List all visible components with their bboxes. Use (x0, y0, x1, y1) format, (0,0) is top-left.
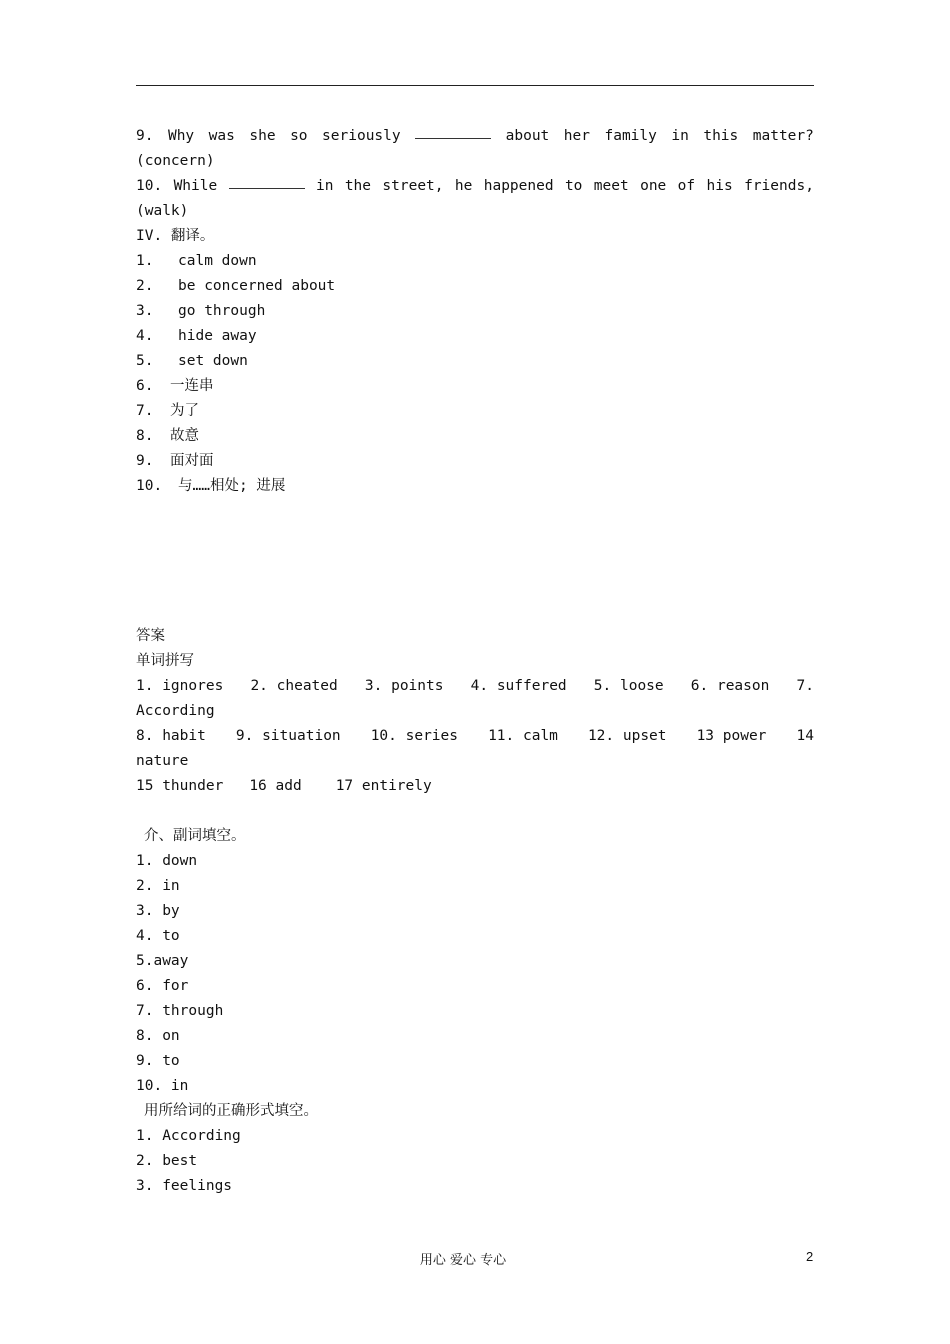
form-heading: 用所给词的正确形式填空。 (144, 1103, 318, 1119)
q9-word: in (671, 128, 689, 144)
translate-item (136, 249, 814, 274)
answer-item: 6. reason (690, 678, 770, 694)
spelling-row-2 (136, 724, 814, 749)
spacer (136, 499, 814, 624)
translate-item (136, 274, 814, 299)
item-text: 与……相处; 进展 (178, 478, 286, 494)
item-text: calm down (178, 253, 257, 269)
q9-hint: (concern) (136, 153, 215, 169)
item-text: 为了 (170, 403, 199, 419)
answer-item: 2. cheated (250, 678, 338, 694)
form-list (136, 1124, 814, 1199)
translate-item (136, 399, 814, 424)
page-number: 2 (806, 1249, 814, 1264)
prep-answer-item: 2. in (136, 878, 180, 894)
spacer (136, 799, 814, 824)
form-answer-item: 2. best (136, 1153, 198, 1169)
q10-word: to (564, 178, 583, 194)
spelling-row-3 (136, 774, 814, 799)
q9-word: seriously (322, 128, 401, 144)
prep-answer-item: 4. to (136, 928, 180, 944)
answer-item: 14 (796, 728, 814, 744)
item-number: 6. (136, 378, 154, 394)
answer-item: 11. calm (488, 728, 558, 744)
answer-item: 7. (796, 678, 814, 694)
q9-word: Why (167, 128, 195, 144)
q9-word: about (505, 128, 550, 144)
answer-item: According (136, 703, 215, 719)
translate-item (136, 424, 814, 449)
form-answer-item: 1. According (136, 1128, 241, 1144)
item-number: 7. (136, 403, 154, 419)
answer-item: 16 add (249, 778, 302, 794)
translate-item (136, 449, 814, 474)
prep-answer-item: 3. by (136, 903, 180, 919)
header-rule (136, 85, 814, 86)
q10-word: his (706, 178, 733, 194)
q10-word: one (640, 178, 667, 194)
translate-item (136, 324, 814, 349)
item-text: 一连串 (170, 378, 214, 394)
q9-word: matter? (752, 128, 814, 144)
footer-motto: 用心 爱心 专心 (419, 1253, 507, 1268)
item-number: 4. (136, 328, 154, 344)
q9-word: so (290, 128, 308, 144)
item-number: 9. (136, 453, 154, 469)
q9-answer-blank[interactable] (415, 124, 491, 139)
answer-item: 13 power (696, 728, 767, 744)
answers-heading: 答案 (136, 628, 165, 644)
prep-answer-item: 1. down (136, 853, 198, 869)
item-text: set down (178, 353, 248, 369)
answer-item: 15 thunder (136, 778, 224, 794)
q9-word: family (604, 128, 657, 144)
item-text: 故意 (170, 428, 199, 444)
prep-answer-item: 7. through (136, 1003, 224, 1019)
q10-word: friends, (744, 178, 814, 194)
q10-number: 10. (136, 178, 163, 194)
q10-word: While (173, 178, 218, 194)
translate-list (136, 249, 814, 499)
q10-word: the (344, 178, 372, 194)
q9-word: her (563, 128, 590, 144)
prep-answer-item: 5.away (136, 953, 189, 969)
item-number: 3. (136, 303, 154, 319)
prep-answer-item: 9. to (136, 1053, 180, 1069)
item-text: go through (178, 303, 266, 319)
item-number: 1. (136, 253, 154, 269)
q10-word: meet (593, 178, 629, 194)
answer-item: 5. loose (593, 678, 664, 694)
answer-item: 10. series (370, 728, 459, 744)
q10-word: happened (483, 178, 554, 194)
q10-hint: (walk) (136, 203, 189, 219)
q10-word: street, (382, 178, 444, 194)
answer-item: 4. suffered (470, 678, 567, 694)
answer-item: 1. ignores (136, 678, 224, 694)
q10-word: of (677, 178, 696, 194)
q9-word: this (703, 128, 739, 144)
answer-item: 17 entirely (335, 778, 432, 794)
q9-word: she (249, 128, 276, 144)
prep-heading: 介、副词填空。 (144, 828, 246, 844)
translate-item (136, 299, 814, 324)
translate-item (136, 474, 814, 499)
item-text: hide away (178, 328, 257, 344)
question-10 (136, 174, 814, 199)
form-answer-item: 3. feelings (136, 1178, 233, 1194)
q9-word: was (208, 128, 235, 144)
item-text: 面对面 (170, 453, 214, 469)
translate-heading: IV. 翻译。 (136, 228, 215, 244)
spelling-row-1 (136, 674, 814, 699)
q10-answer-blank[interactable] (229, 174, 305, 189)
prep-answer-item: 6. for (136, 978, 189, 994)
answer-item: 3. points (364, 678, 444, 694)
answer-item: 8. habit (136, 728, 206, 744)
q10-word: in (315, 178, 334, 194)
answer-item: 12. upset (587, 728, 667, 744)
translate-item (136, 349, 814, 374)
page-content (136, 124, 814, 1199)
answer-item: 9. situation (235, 728, 341, 744)
q10-word: he (454, 178, 473, 194)
item-number: 10. (136, 478, 163, 494)
translate-item (136, 374, 814, 399)
answer-item: nature (136, 753, 189, 769)
q9-number: 9. (136, 128, 154, 144)
spelling-heading: 单词拼写 (136, 653, 194, 669)
prep-answer-item: 10. in (136, 1078, 189, 1094)
item-number: 2. (136, 278, 154, 294)
item-number: 5. (136, 353, 154, 369)
prep-answer-item: 8. on (136, 1028, 180, 1044)
question-9 (136, 124, 814, 149)
item-number: 8. (136, 428, 154, 444)
item-text: be concerned about (178, 278, 336, 294)
prep-list (136, 849, 814, 1099)
